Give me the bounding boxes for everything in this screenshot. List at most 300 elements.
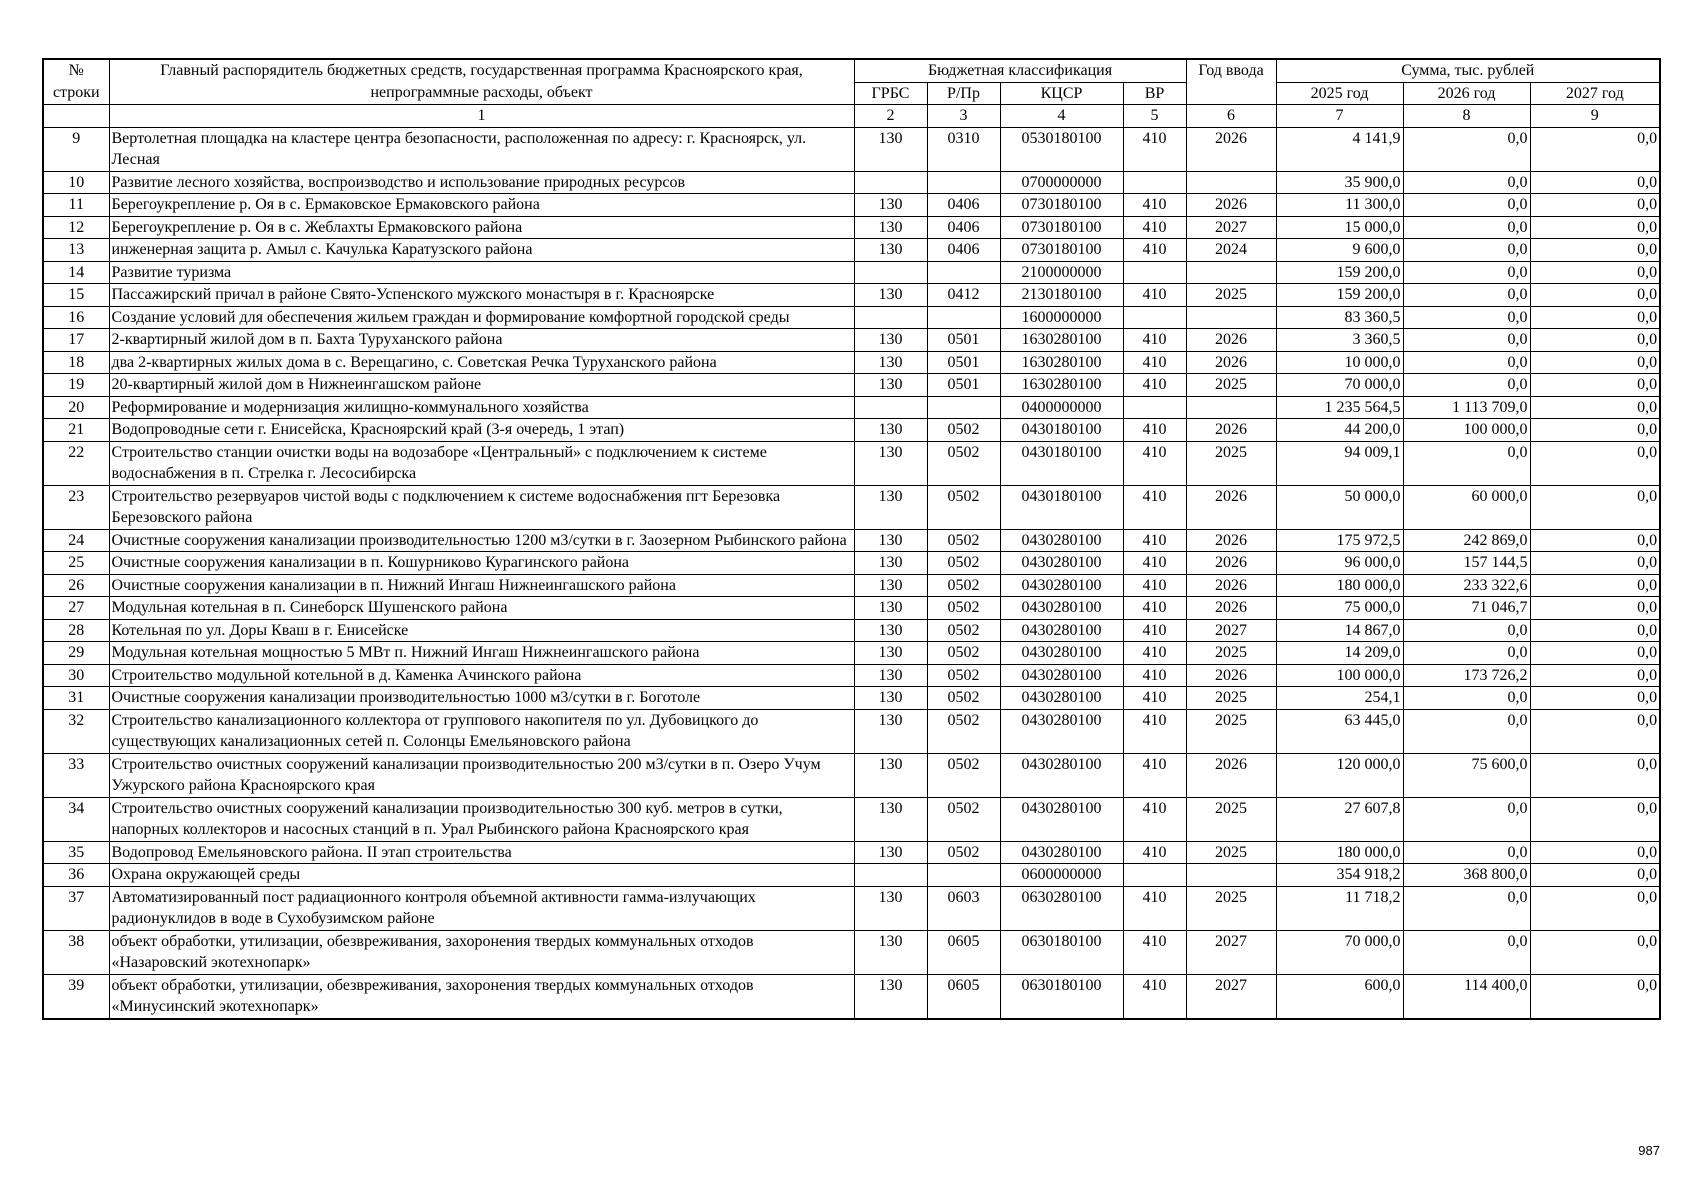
- cell-sum-2025: 11 718,2: [1276, 886, 1403, 930]
- cell-sum-2027: 0,0: [1530, 619, 1660, 642]
- cell-sum-2027: 0,0: [1530, 261, 1660, 284]
- cell-vr: 410: [1123, 127, 1186, 171]
- cell-rpr: 0502: [927, 841, 1000, 864]
- table-row: [43, 396, 1660, 419]
- table-row: [43, 687, 1660, 710]
- table-row: [43, 597, 1660, 620]
- table-row: [43, 239, 1660, 262]
- cell-sum-2025: 94 009,1: [1276, 441, 1403, 485]
- cell-object-name: Берегоукрепление р. Оя в с. Ермаковское Ермаковского района: [109, 194, 854, 217]
- cell-rpr: [927, 306, 1000, 329]
- cell-row-number: 36: [43, 864, 109, 887]
- cell-object-name: Развитие туризма: [109, 261, 854, 284]
- cell-grbs: 130: [854, 709, 927, 753]
- cell-year-intro: 2025: [1186, 374, 1276, 397]
- cell-sum-2027: 0,0: [1530, 574, 1660, 597]
- cell-sum-2027: 0,0: [1530, 974, 1660, 1019]
- cell-kcsr: 1630280100: [1000, 374, 1123, 397]
- cell-year-intro: 2026: [1186, 552, 1276, 575]
- table-row: [43, 171, 1660, 194]
- cell-grbs: [854, 261, 927, 284]
- cell-sum-2025: 354 918,2: [1276, 864, 1403, 887]
- cell-sum-2027: 0,0: [1530, 529, 1660, 552]
- cell-kcsr: 2100000000: [1000, 261, 1123, 284]
- cell-sum-2027: 0,0: [1530, 664, 1660, 687]
- cell-rpr: 0502: [927, 753, 1000, 797]
- cell-rpr: [927, 171, 1000, 194]
- cell-row-number: 30: [43, 664, 109, 687]
- cell-vr: 410: [1123, 597, 1186, 620]
- cell-grbs: 130: [854, 687, 927, 710]
- cell-vr: 410: [1123, 841, 1186, 864]
- cell-sum-2025: 15 000,0: [1276, 216, 1403, 239]
- cell-kcsr: 0430280100: [1000, 709, 1123, 753]
- cell-year-intro: 2027: [1186, 974, 1276, 1019]
- column-number: 5: [1123, 105, 1186, 128]
- cell-sum-2026: 0,0: [1403, 642, 1530, 665]
- header-kcsr: КЦСР: [1000, 82, 1123, 105]
- cell-sum-2025: 159 200,0: [1276, 261, 1403, 284]
- cell-year-intro: 2025: [1186, 841, 1276, 864]
- cell-kcsr: 0430280100: [1000, 841, 1123, 864]
- cell-grbs: 130: [854, 886, 927, 930]
- cell-vr: 410: [1123, 687, 1186, 710]
- cell-row-number: 22: [43, 441, 109, 485]
- header-2026: 2026 год: [1403, 82, 1530, 105]
- cell-rpr: [927, 396, 1000, 419]
- table-row: [43, 886, 1660, 930]
- cell-rpr: 0502: [927, 664, 1000, 687]
- table-row: [43, 974, 1660, 1019]
- cell-object-name: Реформирование и модернизация жилищно-коммунального хозяйства: [109, 396, 854, 419]
- cell-vr: 410: [1123, 284, 1186, 307]
- cell-kcsr: 0430280100: [1000, 753, 1123, 797]
- cell-object-name: Берегоукрепление р. Оя в с. Жеблахты Ермаковского района: [109, 216, 854, 239]
- column-number: 3: [927, 105, 1000, 128]
- table-body: [43, 127, 1660, 1019]
- cell-grbs: 130: [854, 753, 927, 797]
- cell-sum-2027: 0,0: [1530, 709, 1660, 753]
- column-numbers-row: [43, 105, 1660, 128]
- cell-vr: 410: [1123, 374, 1186, 397]
- cell-kcsr: 1630280100: [1000, 351, 1123, 374]
- cell-object-name: Очистные сооружения канализации в п. Нижний Ингаш Нижнеингашского района: [109, 574, 854, 597]
- table-header: [43, 59, 1660, 127]
- cell-sum-2026: 0,0: [1403, 797, 1530, 841]
- cell-sum-2025: 1 235 564,5: [1276, 396, 1403, 419]
- cell-sum-2025: 4 141,9: [1276, 127, 1403, 171]
- cell-rpr: 0603: [927, 886, 1000, 930]
- cell-sum-2026: 100 000,0: [1403, 419, 1530, 442]
- cell-object-name: инженерная защита р. Амыл с. Качулька Каратузского района: [109, 239, 854, 262]
- cell-row-number: 29: [43, 642, 109, 665]
- cell-row-number: 15: [43, 284, 109, 307]
- cell-row-number: 32: [43, 709, 109, 753]
- cell-year-intro: 2026: [1186, 529, 1276, 552]
- table-row: [43, 753, 1660, 797]
- cell-object-name: Водопроводные сети г. Енисейска, Красноярский край (3-я очередь, 1 этап): [109, 419, 854, 442]
- table-row: [43, 552, 1660, 575]
- cell-kcsr: 1630280100: [1000, 329, 1123, 352]
- cell-sum-2025: 63 445,0: [1276, 709, 1403, 753]
- cell-sum-2026: 0,0: [1403, 239, 1530, 262]
- cell-sum-2026: 368 800,0: [1403, 864, 1530, 887]
- cell-sum-2027: 0,0: [1530, 485, 1660, 529]
- header-budget-classification: Бюджетная классификация: [854, 59, 1186, 82]
- cell-grbs: 130: [854, 441, 927, 485]
- cell-object-name: 20-квартирный жилой дом в Нижнеингашском районе: [109, 374, 854, 397]
- cell-row-number: 21: [43, 419, 109, 442]
- cell-sum-2027: 0,0: [1530, 216, 1660, 239]
- cell-row-number: 12: [43, 216, 109, 239]
- cell-sum-2026: 242 869,0: [1403, 529, 1530, 552]
- cell-sum-2025: 180 000,0: [1276, 574, 1403, 597]
- page-number: 987: [1638, 1143, 1660, 1158]
- table-row: [43, 261, 1660, 284]
- cell-object-name: Охрана окружающей среды: [109, 864, 854, 887]
- table-row: [43, 374, 1660, 397]
- cell-vr: 410: [1123, 194, 1186, 217]
- cell-row-number: 35: [43, 841, 109, 864]
- cell-kcsr: 0630180100: [1000, 974, 1123, 1019]
- cell-grbs: 130: [854, 485, 927, 529]
- cell-vr: 410: [1123, 664, 1186, 687]
- cell-sum-2026: 75 600,0: [1403, 753, 1530, 797]
- cell-row-number: 26: [43, 574, 109, 597]
- cell-grbs: 130: [854, 127, 927, 171]
- cell-rpr: 0502: [927, 419, 1000, 442]
- cell-vr: 410: [1123, 485, 1186, 529]
- cell-rpr: 0406: [927, 194, 1000, 217]
- cell-sum-2027: 0,0: [1530, 194, 1660, 217]
- cell-sum-2026: 0,0: [1403, 374, 1530, 397]
- cell-object-name: Очистные сооружения канализации производительностью 1000 м3/сутки в г. Боготоле: [109, 687, 854, 710]
- cell-sum-2025: 27 607,8: [1276, 797, 1403, 841]
- cell-rpr: 0501: [927, 374, 1000, 397]
- table-row: [43, 441, 1660, 485]
- column-number: 1: [109, 105, 854, 128]
- cell-row-number: 14: [43, 261, 109, 284]
- cell-kcsr: 0730180100: [1000, 194, 1123, 217]
- header-sum: Сумма, тыс. рублей: [1276, 59, 1660, 82]
- cell-grbs: 130: [854, 930, 927, 974]
- cell-object-name: Очистные сооружения канализации производительностью 1200 м3/сутки в г. Заозерном Рыбинского района: [109, 529, 854, 552]
- cell-sum-2025: 600,0: [1276, 974, 1403, 1019]
- cell-rpr: 0502: [927, 574, 1000, 597]
- cell-sum-2027: 0,0: [1530, 284, 1660, 307]
- table-row: [43, 797, 1660, 841]
- column-number: 2: [854, 105, 927, 128]
- cell-sum-2027: 0,0: [1530, 864, 1660, 887]
- cell-row-number: 20: [43, 396, 109, 419]
- cell-sum-2027: 0,0: [1530, 127, 1660, 171]
- cell-sum-2025: 180 000,0: [1276, 841, 1403, 864]
- cell-sum-2025: 70 000,0: [1276, 374, 1403, 397]
- cell-sum-2026: 0,0: [1403, 841, 1530, 864]
- cell-year-intro: 2026: [1186, 419, 1276, 442]
- cell-year-intro: 2026: [1186, 351, 1276, 374]
- cell-rpr: 0310: [927, 127, 1000, 171]
- cell-sum-2025: 70 000,0: [1276, 930, 1403, 974]
- table-row: [43, 529, 1660, 552]
- cell-kcsr: 0630280100: [1000, 886, 1123, 930]
- cell-kcsr: 0430280100: [1000, 574, 1123, 597]
- cell-grbs: 130: [854, 239, 927, 262]
- cell-rpr: 0412: [927, 284, 1000, 307]
- budget-table: [42, 58, 1661, 1020]
- cell-object-name: Строительство резервуаров чистой воды с подключением к системе водоснабжения пгт Березовка Березовского района: [109, 485, 854, 529]
- cell-year-intro: 2026: [1186, 574, 1276, 597]
- cell-sum-2026: 0,0: [1403, 284, 1530, 307]
- cell-kcsr: 0430280100: [1000, 687, 1123, 710]
- cell-row-number: 27: [43, 597, 109, 620]
- cell-sum-2027: 0,0: [1530, 239, 1660, 262]
- cell-vr: 410: [1123, 886, 1186, 930]
- table-row: [43, 619, 1660, 642]
- cell-rpr: 0605: [927, 974, 1000, 1019]
- cell-rpr: 0605: [927, 930, 1000, 974]
- cell-grbs: 130: [854, 351, 927, 374]
- cell-object-name: Очистные сооружения канализации в п. Кошурниково Курагинского района: [109, 552, 854, 575]
- cell-row-number: 33: [43, 753, 109, 797]
- cell-sum-2027: 0,0: [1530, 441, 1660, 485]
- cell-grbs: 130: [854, 374, 927, 397]
- cell-sum-2027: 0,0: [1530, 171, 1660, 194]
- cell-year-intro: 2025: [1186, 886, 1276, 930]
- header-rpr: Р/Пр: [927, 82, 1000, 105]
- header-2027: 2027 год: [1530, 82, 1660, 105]
- cell-kcsr: 0430180100: [1000, 485, 1123, 529]
- cell-grbs: 130: [854, 419, 927, 442]
- cell-year-intro: 2026: [1186, 597, 1276, 620]
- cell-grbs: 130: [854, 329, 927, 352]
- cell-row-number: 16: [43, 306, 109, 329]
- cell-sum-2026: 1 113 709,0: [1403, 396, 1530, 419]
- cell-sum-2026: 173 726,2: [1403, 664, 1530, 687]
- cell-sum-2027: 0,0: [1530, 306, 1660, 329]
- cell-sum-2026: 0,0: [1403, 329, 1530, 352]
- cell-kcsr: 0400000000: [1000, 396, 1123, 419]
- cell-sum-2026: 114 400,0: [1403, 974, 1530, 1019]
- cell-grbs: [854, 306, 927, 329]
- header-2025: 2025 год: [1276, 82, 1403, 105]
- cell-vr: 410: [1123, 753, 1186, 797]
- cell-sum-2026: 0,0: [1403, 216, 1530, 239]
- cell-sum-2026: 71 046,7: [1403, 597, 1530, 620]
- cell-year-intro: 2026: [1186, 753, 1276, 797]
- cell-sum-2027: 0,0: [1530, 396, 1660, 419]
- cell-sum-2026: 0,0: [1403, 306, 1530, 329]
- cell-year-intro: 2024: [1186, 239, 1276, 262]
- table-row: [43, 194, 1660, 217]
- table-row: [43, 284, 1660, 307]
- cell-row-number: 19: [43, 374, 109, 397]
- cell-sum-2026: 233 322,6: [1403, 574, 1530, 597]
- cell-year-intro: 2025: [1186, 642, 1276, 665]
- cell-kcsr: 0430280100: [1000, 552, 1123, 575]
- cell-kcsr: 1600000000: [1000, 306, 1123, 329]
- cell-object-name: Модульная котельная мощностью 5 МВт п. Нижний Ингаш Нижнеингашского района: [109, 642, 854, 665]
- cell-sum-2026: 0,0: [1403, 127, 1530, 171]
- cell-rpr: 0501: [927, 351, 1000, 374]
- cell-sum-2027: 0,0: [1530, 597, 1660, 620]
- cell-kcsr: 0430280100: [1000, 797, 1123, 841]
- cell-vr: 410: [1123, 419, 1186, 442]
- cell-rpr: 0406: [927, 216, 1000, 239]
- cell-vr: 410: [1123, 574, 1186, 597]
- cell-sum-2025: 9 600,0: [1276, 239, 1403, 262]
- cell-grbs: 130: [854, 664, 927, 687]
- column-number: 8: [1403, 105, 1530, 128]
- cell-object-name: Строительство канализационного коллектора от группового накопителя по ул. Дубовицкого до существующих канализационных сетей п. Солонцы Емельяновского района: [109, 709, 854, 753]
- cell-kcsr: 0730180100: [1000, 239, 1123, 262]
- cell-sum-2026: 0,0: [1403, 351, 1530, 374]
- cell-rpr: 0502: [927, 709, 1000, 753]
- cell-kcsr: 0430280100: [1000, 664, 1123, 687]
- cell-year-intro: 2026: [1186, 485, 1276, 529]
- cell-sum-2026: 0,0: [1403, 171, 1530, 194]
- cell-object-name: Строительство очистных сооружений канализации производительностью 200 м3/сутки в п. Озеро Учум Ужурского района Красноярского края: [109, 753, 854, 797]
- cell-kcsr: 0430180100: [1000, 419, 1123, 442]
- cell-object-name: Модульная котельная в п. Синеборск Шушенского района: [109, 597, 854, 620]
- cell-vr: 410: [1123, 351, 1186, 374]
- cell-grbs: 130: [854, 552, 927, 575]
- cell-sum-2025: 44 200,0: [1276, 419, 1403, 442]
- cell-object-name: Вертолетная площадка на кластере центра безопасности, расположенная по адресу: г. Красноярск, ул. Лесная: [109, 127, 854, 171]
- cell-year-intro: 2027: [1186, 216, 1276, 239]
- cell-vr: 410: [1123, 797, 1186, 841]
- cell-grbs: 130: [854, 529, 927, 552]
- cell-row-number: 11: [43, 194, 109, 217]
- cell-vr: 410: [1123, 709, 1186, 753]
- cell-sum-2027: 0,0: [1530, 930, 1660, 974]
- cell-kcsr: 0730180100: [1000, 216, 1123, 239]
- cell-rpr: [927, 261, 1000, 284]
- cell-sum-2026: 0,0: [1403, 619, 1530, 642]
- cell-sum-2027: 0,0: [1530, 351, 1660, 374]
- cell-sum-2026: 0,0: [1403, 687, 1530, 710]
- cell-sum-2027: 0,0: [1530, 797, 1660, 841]
- cell-row-number: 10: [43, 171, 109, 194]
- cell-grbs: 130: [854, 284, 927, 307]
- cell-sum-2025: 254,1: [1276, 687, 1403, 710]
- cell-row-number: 24: [43, 529, 109, 552]
- cell-grbs: 130: [854, 841, 927, 864]
- column-number: 4: [1000, 105, 1123, 128]
- header-row-number: № строки: [43, 59, 109, 105]
- cell-rpr: 0502: [927, 687, 1000, 710]
- cell-rpr: 0502: [927, 552, 1000, 575]
- cell-row-number: 31: [43, 687, 109, 710]
- cell-object-name: Строительство очистных сооружений канализации производительностью 300 куб. метров в сутки, напорных коллекторов и насосных станций в п. Урал Рыбинского района Красноярского края: [109, 797, 854, 841]
- column-number: 7: [1276, 105, 1403, 128]
- cell-kcsr: 0530180100: [1000, 127, 1123, 171]
- cell-object-name: Строительство модульной котельной в д. Каменка Ачинского района: [109, 664, 854, 687]
- cell-kcsr: 0430280100: [1000, 619, 1123, 642]
- cell-object-name: Создание условий для обеспечения жильем граждан и формирование комфортной городской среды: [109, 306, 854, 329]
- cell-object-name: Пассажирский причал в районе Свято-Успенского мужского монастыря в г. Красноярске: [109, 284, 854, 307]
- cell-vr: 410: [1123, 239, 1186, 262]
- cell-year-intro: 2025: [1186, 687, 1276, 710]
- cell-grbs: [854, 396, 927, 419]
- cell-sum-2025: 175 972,5: [1276, 529, 1403, 552]
- cell-sum-2026: 157 144,5: [1403, 552, 1530, 575]
- cell-rpr: 0502: [927, 441, 1000, 485]
- cell-sum-2027: 0,0: [1530, 642, 1660, 665]
- cell-year-intro: 2026: [1186, 664, 1276, 687]
- cell-object-name: 2-квартирный жилой дом в п. Бахта Туруханского района: [109, 329, 854, 352]
- cell-row-number: 37: [43, 886, 109, 930]
- cell-sum-2025: 3 360,5: [1276, 329, 1403, 352]
- cell-rpr: 0406: [927, 239, 1000, 262]
- cell-year-intro: [1186, 306, 1276, 329]
- cell-sum-2025: 83 360,5: [1276, 306, 1403, 329]
- cell-year-intro: 2026: [1186, 194, 1276, 217]
- cell-vr: [1123, 306, 1186, 329]
- cell-sum-2025: 159 200,0: [1276, 284, 1403, 307]
- cell-vr: 410: [1123, 619, 1186, 642]
- cell-grbs: 130: [854, 216, 927, 239]
- cell-rpr: 0502: [927, 619, 1000, 642]
- cell-grbs: 130: [854, 797, 927, 841]
- cell-object-name: объект обработки, утилизации, обезвреживания, захоронения твердых коммунальных отходов «Назаровский экотехнопарк»: [109, 930, 854, 974]
- cell-year-intro: [1186, 396, 1276, 419]
- cell-object-name: Развитие лесного хозяйства, воспроизводство и использование природных ресурсов: [109, 171, 854, 194]
- header-year-intro: Год ввода: [1186, 59, 1276, 105]
- cell-row-number: 34: [43, 797, 109, 841]
- cell-sum-2027: 0,0: [1530, 841, 1660, 864]
- cell-sum-2025: 14 209,0: [1276, 642, 1403, 665]
- cell-row-number: 23: [43, 485, 109, 529]
- cell-row-number: 38: [43, 930, 109, 974]
- cell-sum-2026: 0,0: [1403, 886, 1530, 930]
- cell-vr: [1123, 864, 1186, 887]
- cell-sum-2025: 35 900,0: [1276, 171, 1403, 194]
- cell-grbs: [854, 864, 927, 887]
- cell-vr: 410: [1123, 329, 1186, 352]
- cell-vr: [1123, 261, 1186, 284]
- cell-object-name: объект обработки, утилизации, обезвреживания, захоронения твердых коммунальных отходов «Минусинский экотехнопарк»: [109, 974, 854, 1019]
- cell-year-intro: 2025: [1186, 284, 1276, 307]
- table-row: [43, 485, 1660, 529]
- table-row: [43, 329, 1660, 352]
- cell-rpr: 0501: [927, 329, 1000, 352]
- cell-year-intro: 2026: [1186, 127, 1276, 171]
- table-row: [43, 664, 1660, 687]
- cell-year-intro: [1186, 261, 1276, 284]
- cell-row-number: 18: [43, 351, 109, 374]
- cell-year-intro: 2025: [1186, 441, 1276, 485]
- cell-sum-2025: 75 000,0: [1276, 597, 1403, 620]
- cell-vr: 410: [1123, 974, 1186, 1019]
- cell-vr: 410: [1123, 552, 1186, 575]
- cell-vr: 410: [1123, 216, 1186, 239]
- cell-row-number: 9: [43, 127, 109, 171]
- cell-grbs: 130: [854, 974, 927, 1019]
- cell-object-name: Котельная по ул. Доры Кваш в г. Енисейске: [109, 619, 854, 642]
- cell-grbs: 130: [854, 619, 927, 642]
- table-row: [43, 930, 1660, 974]
- cell-year-intro: 2027: [1186, 930, 1276, 974]
- cell-row-number: 39: [43, 974, 109, 1019]
- cell-grbs: 130: [854, 574, 927, 597]
- cell-sum-2026: 60 000,0: [1403, 485, 1530, 529]
- cell-vr: [1123, 171, 1186, 194]
- cell-row-number: 28: [43, 619, 109, 642]
- cell-rpr: 0502: [927, 797, 1000, 841]
- cell-grbs: [854, 171, 927, 194]
- cell-vr: 410: [1123, 441, 1186, 485]
